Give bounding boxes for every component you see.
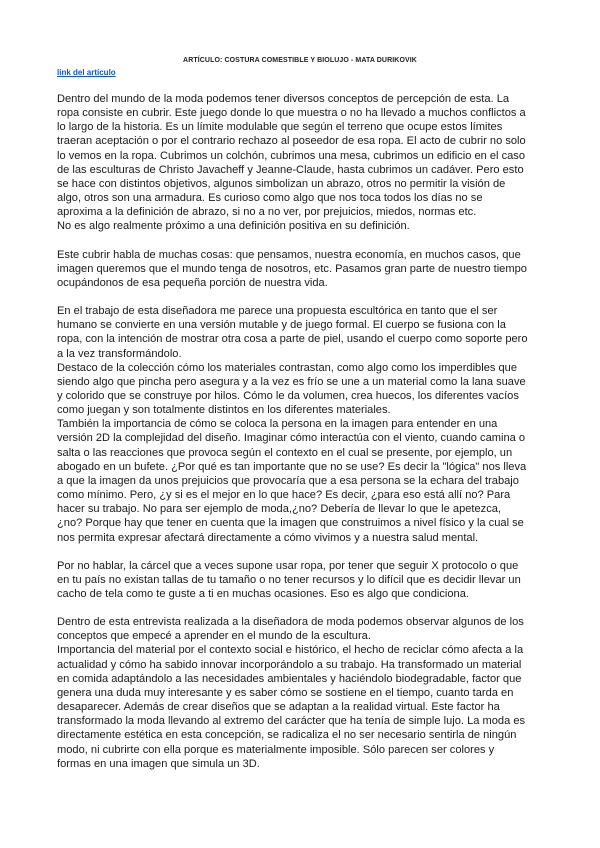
document-body — [57, 92, 543, 785]
document-title: ARTÍCULO: COSTURA COMESTIBLE Y BIOLUJO - MATA DURIKOVIK — [183, 57, 417, 64]
paragraph: Dentro del mundo de la moda podemos tener diversos conceptos de percepción de esta. La ropa consiste en cubrir. Este juego donde lo que muestra o no ha llevado a muchos conflictos a lo largo de la historia. Es un límite modulable que según el terreno que ocupe estos límites traeran aceptación o por el contrario rechazo al poseedor de esa ropa. El acto de cubrir no solo lo vemos en la ropa. Cubrimos un colchón, cubrimos una mesa, cubrimos un edificio en el caso de las esculturas de Christo Javacheff y Jeanne-Claude, hasta cubrimos un cadáver. Pero esto se hace con distintos objetivos, algunos simbolizan un abrazo, otros no permitir la visión de algo, otros son una armadura. Es curioso como algo que nos toca todos los días no se aproxima a la definición de abrazo, si no a no ver, por prejuicios, miedos, normas etc. No es algo realmente próximo a una definición positiva en su definición. — [57, 93, 526, 233]
paragraph: Este cubrir habla de muchas cosas: que pensamos, nuestra economía, en muchos casos, que imagen queremos que el mundo tenga de nosotros, etc. Pasamos gran parte de nuestro tiempo ocupándonos de esa pequeña porción de nuestra vida. — [57, 248, 527, 289]
paragraph: Por no hablar, la cárcel que a veces supone usar ropa, por tener que seguir X protocolo o que en tu país no existan tallas de tu tamaño o no tener recursos y lo difícil que es decidir llevar un cacho de tela como te guste a ti en muchas ocasiones. Eso es algo que condiciona. — [57, 559, 521, 600]
paragraph: Dentro de esta entrevista realizada a la diseñadora de moda podemos observar algunos de los conceptos que empecé a aprender en el mundo de la escultura. Importancia del material por el contexto social e histórico, el hecho de reciclar cómo afecta a la actualidad y cómo ha sabido innovar incorporándolo a su trabajo. Ha transformado un material en comida adaptándolo a las necesidades ambientales y haciéndolo biodegradable, factor que genera una duda muy interesante y es saber cómo se sostiene en el tiempo, cuanto tarda en desaparecer. Además de crear diseños que se adaptan a la realidad virtual. Este factor ha transformado la moda llevando al extremo del carácter que ha tenía de simple lujo. La moda es directamente estética en esta concepción, se radicaliza el no ser necesario sentirla de ningún modo, ni cubrirte con ella porque es materialmente imposible. Sólo parecen ser colores y formas en una imagen que simula un 3D. — [57, 616, 526, 770]
article-link[interactable]: link del artículo — [57, 68, 116, 77]
paragraph: En el trabajo de esta diseñadora me parece una propuesta escultórica en tanto que el ser humano se convierte en una versión mutable y de juego formal. El cuerpo se fusiona con la ropa, con la intención de mostrar otra cosa a parte de piel, usando el cuerpo como soporte pero a la vez transformándolo. Destaco de la colección cómo los materiales contrastan, como algo como los imperdibles que siendo algo que pincha pero asegura y a la vez es frío se une a un material como la lana suave y colorido que se construye por hilos. Cómo le da volumen, crea huecos, los diferentes vacíos como juegan y son totalmente distintos en los diferentes materiales. También la importancia de cómo se coloca la persona en la imagen para entender en una versión 2D la complejidad del diseño. Imaginar cómo interactúa con el viento, cuando camina o salta o las reacciones que provoca según el contexto en el cual se presente, por ejemplo, un abogado en un bufete. ¿Por qué es tan importante que no se use? Es decir la "lógica" nos lleva a que la imagen da unos prejuicios que provocaría que a esa persona se la echara del trabajo como mínimo. Pero, ¿y si es el mejor en lo que hace? Es decir, ¿para eso está allí no? Para hacer su trabajo. No para ser ejemplo de moda,¿no? Debería de llevar lo que le apetezca, ¿no? Porque hay que tener en cuenta que la imagen que construimos a nivel físico y la cual se nos permita expresar afectará directamente a cómo vivimos y a nuestra salud mental. — [57, 305, 528, 544]
